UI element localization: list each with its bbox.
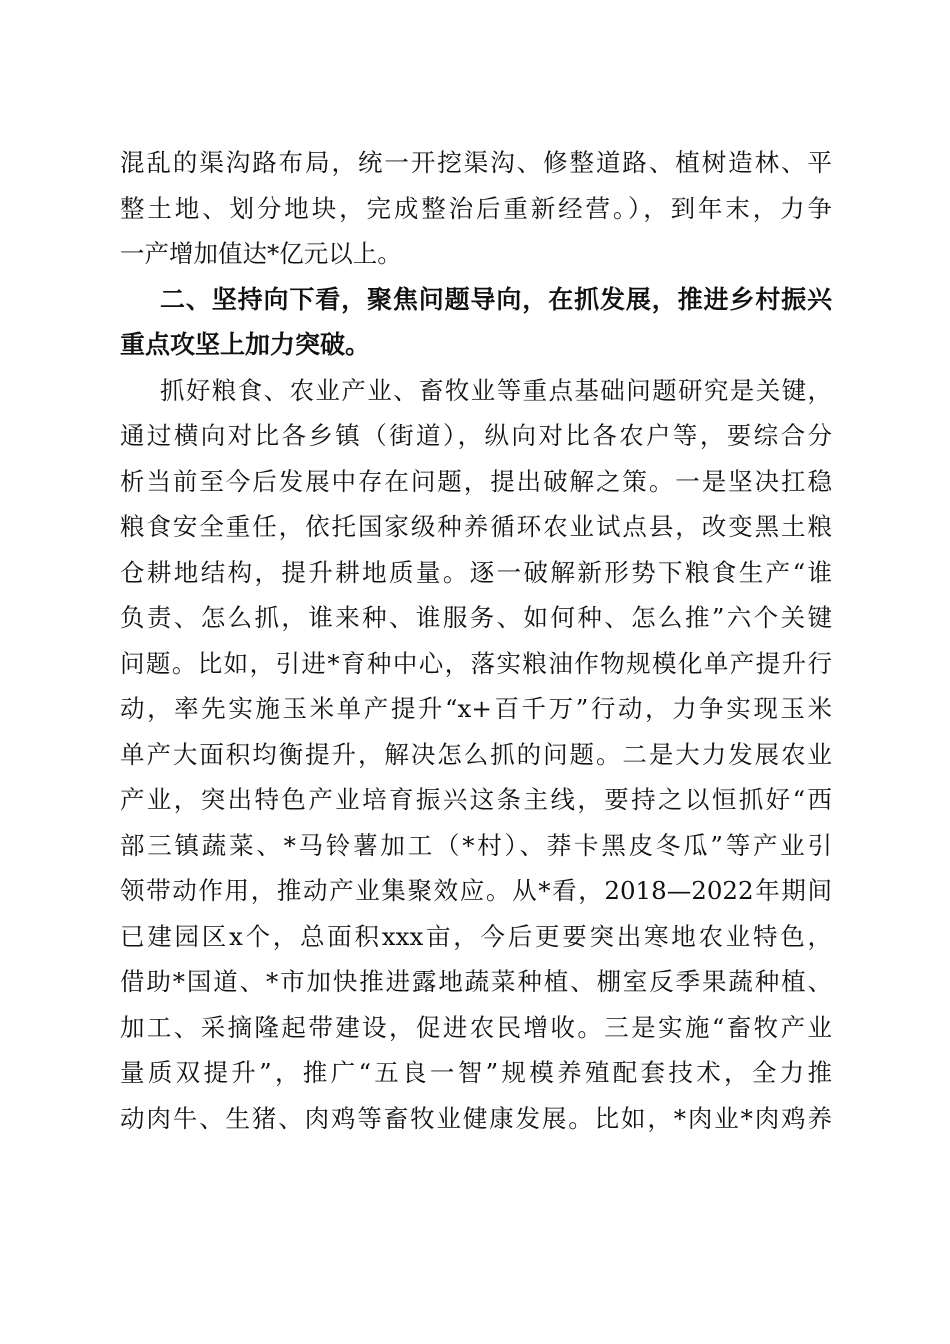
- text-line: 部三镇蔬菜、*马铃薯加工（*村）、莽卡黑皮冬瓜”等产业引: [120, 830, 832, 860]
- text-line: 粮食安全重任，依托国家级种养循环农业试点县，改变黑土粮: [120, 512, 832, 541]
- text-line: 通过横向对比各乡镇（街道），纵向对比各农户等，要综合分: [120, 421, 832, 450]
- text-line: 单产大面积均衡提升，解决怎么抓的问题。二是大力发展农业: [120, 739, 832, 769]
- heading-line: 重点攻坚上加力突破。: [120, 330, 371, 359]
- text-line: 问题。比如，引进*育种中心，落实粮油作物规模化单产提升行: [120, 648, 832, 678]
- text-line: 领带动作用，推动产业集聚效应。从*看，2018—2022年期间: [120, 876, 832, 905]
- text-line: 量质双提升”，推广“五良一智”规模养殖配套技术，全力推: [120, 1058, 832, 1087]
- text-line: 析当前至今后发展中存在问题，提出破解之策。一是坚决扛稳: [120, 466, 832, 496]
- text-line: 加工、采摘隆起带建设，促进农民增收。三是实施“畜牧产业: [120, 1012, 832, 1042]
- document-body: [120, 140, 832, 1141]
- text-line: 产业，突出特色产业培育振兴这条主线，要持之以恒抓好“西: [120, 785, 832, 814]
- text-line: 负责、怎么抓，谁来种、谁服务、如何种、怎么推”六个关键: [120, 603, 832, 632]
- text-line: 整土地、划分地块，完成整治后重新经营。），到年末，力争: [120, 193, 832, 223]
- text-line: 一产增加值达*亿元以上。: [120, 239, 402, 268]
- text-line: 动肉牛、生猪、肉鸡等畜牧业健康发展。比如，*肉业*肉鸡养: [120, 1103, 832, 1133]
- text-line: 仓耕地结构，提升耕地质量。逐一破解新形势下粮食生产“谁: [120, 557, 832, 587]
- paragraph-continuation: [120, 140, 832, 277]
- text-line: 已建园区x个，总面积xxx亩，今后更要突出寒地农业特色，: [120, 921, 832, 951]
- text-line: 动，率先实施玉米单产提升“x+百千万”行动，力争实现玉米: [120, 694, 832, 723]
- text-line: 抓好粮食、农业产业、畜牧业等重点基础问题研究是关键，: [160, 375, 832, 405]
- section-heading: [120, 277, 832, 368]
- heading-line: 二、坚持向下看，聚焦问题导向，在抓发展，推进乡村振兴: [160, 284, 832, 314]
- text-line: 混乱的渠沟路布局，统一开挖渠沟、修整道路、植树造林、平: [120, 148, 832, 177]
- text-line: 借助*国道、*市加快推进露地蔬菜种植、棚室反季果蔬种植、: [120, 967, 832, 996]
- paragraph-main: [120, 368, 832, 1142]
